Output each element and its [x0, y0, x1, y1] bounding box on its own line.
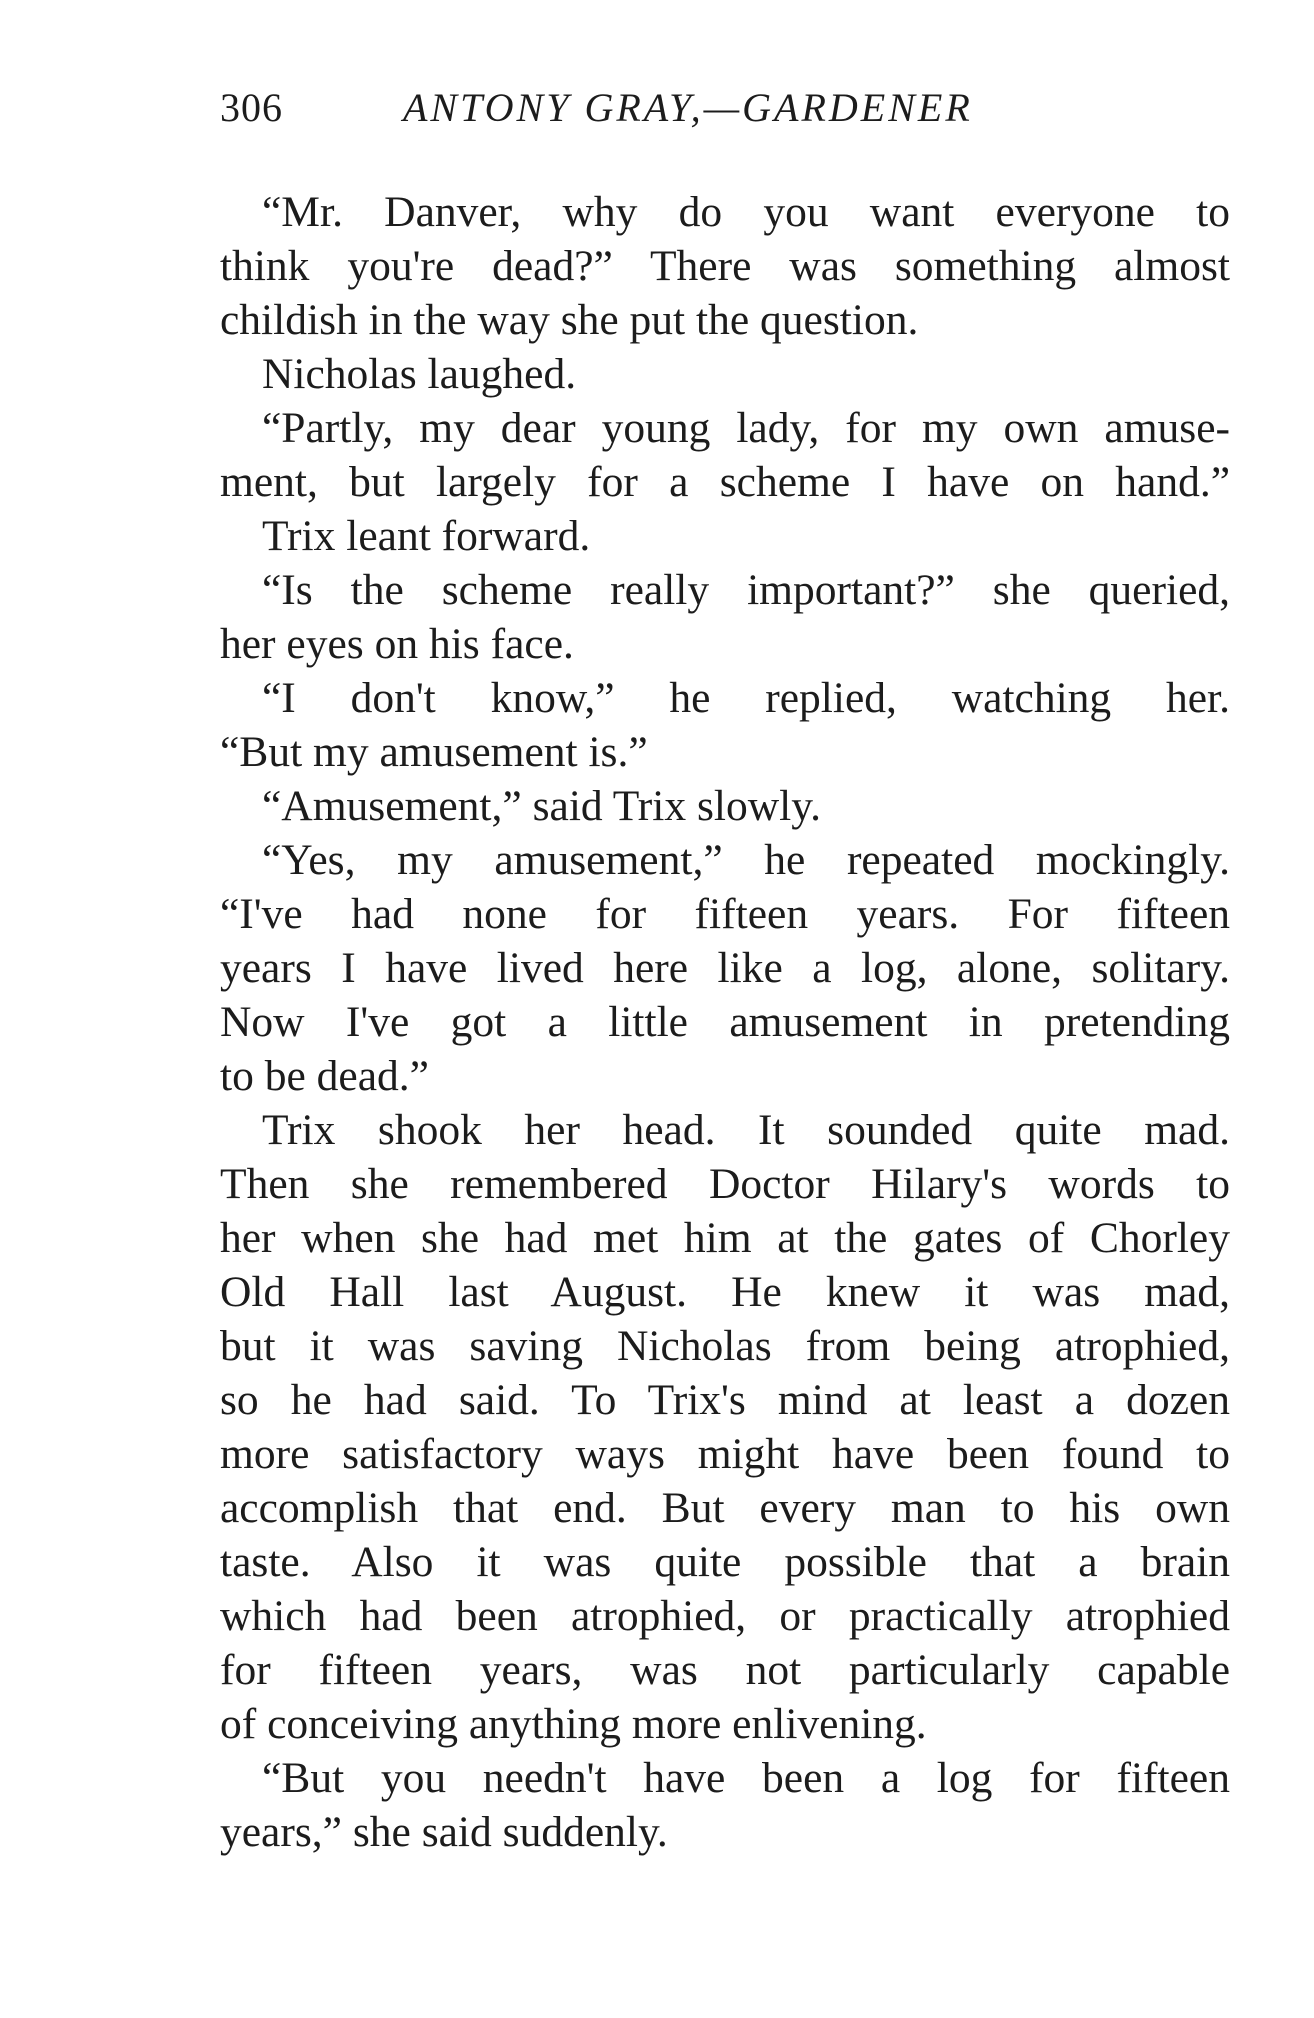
text-line: think you're dead?” There was something almost: [220, 242, 1230, 290]
text-line: ment, but largely for a scheme I have on hand.”: [220, 458, 1230, 506]
text-line: Nicholas laughed.: [262, 350, 577, 398]
text-line: Trix shook her head. It sounded quite mad.: [262, 1106, 1230, 1154]
text-line: for fifteen years, was not particularly capable: [220, 1646, 1230, 1694]
text-line: “But you needn't have been a log for fifteen: [262, 1754, 1230, 1802]
body-text: [220, 185, 1230, 1859]
text-line: “I don't know,” he replied, watching her.: [262, 674, 1230, 722]
text-line: Now I've got a little amusement in pretending: [220, 998, 1230, 1046]
text-line: “Mr. Danver, why do you want everyone to: [262, 188, 1230, 236]
text-line: her eyes on his face.: [220, 620, 574, 668]
text-line: “I've had none for fifteen years. For fifteen: [220, 890, 1230, 938]
text-line: years,” she said suddenly.: [220, 1808, 668, 1856]
text-line: of conceiving anything more enlivening.: [220, 1700, 927, 1748]
text-line: more satisfactory ways might have been found to: [220, 1430, 1230, 1478]
running-head: [220, 78, 1100, 138]
text-line: years I have lived here like a log, alone, solitary.: [220, 944, 1230, 992]
text-line: which had been atrophied, or practically atrophied: [220, 1592, 1230, 1640]
text-line: “Yes, my amusement,” he repeated mockingly.: [262, 836, 1230, 884]
text-line: to be dead.”: [220, 1052, 429, 1100]
page-number: 306: [220, 85, 283, 130]
text-line: Trix leant forward.: [262, 512, 591, 560]
text-line: Then she remembered Doctor Hilary's words to: [220, 1160, 1230, 1208]
text-line: “Partly, my dear young lady, for my own amuse-: [262, 404, 1230, 452]
text-line: taste. Also it was quite possible that a brain: [220, 1538, 1230, 1586]
text-line: “Is the scheme really important?” she queried,: [262, 566, 1230, 614]
text-line: her when she had met him at the gates of Chorley: [220, 1214, 1230, 1262]
text-line: childish in the way she put the question.: [220, 296, 919, 344]
running-title: ANTONY GRAY,—GARDENER: [403, 85, 973, 130]
text-line: but it was saving Nicholas from being atrophied,: [220, 1322, 1230, 1370]
text-line: “Amusement,” said Trix slowly.: [262, 782, 822, 830]
text-line: accomplish that end. But every man to his own: [220, 1484, 1230, 1532]
text-line: so he had said. To Trix's mind at least a dozen: [220, 1376, 1230, 1424]
text-line: “But my amusement is.”: [220, 728, 648, 776]
text-line: Old Hall last August. He knew it was mad,: [220, 1268, 1230, 1316]
